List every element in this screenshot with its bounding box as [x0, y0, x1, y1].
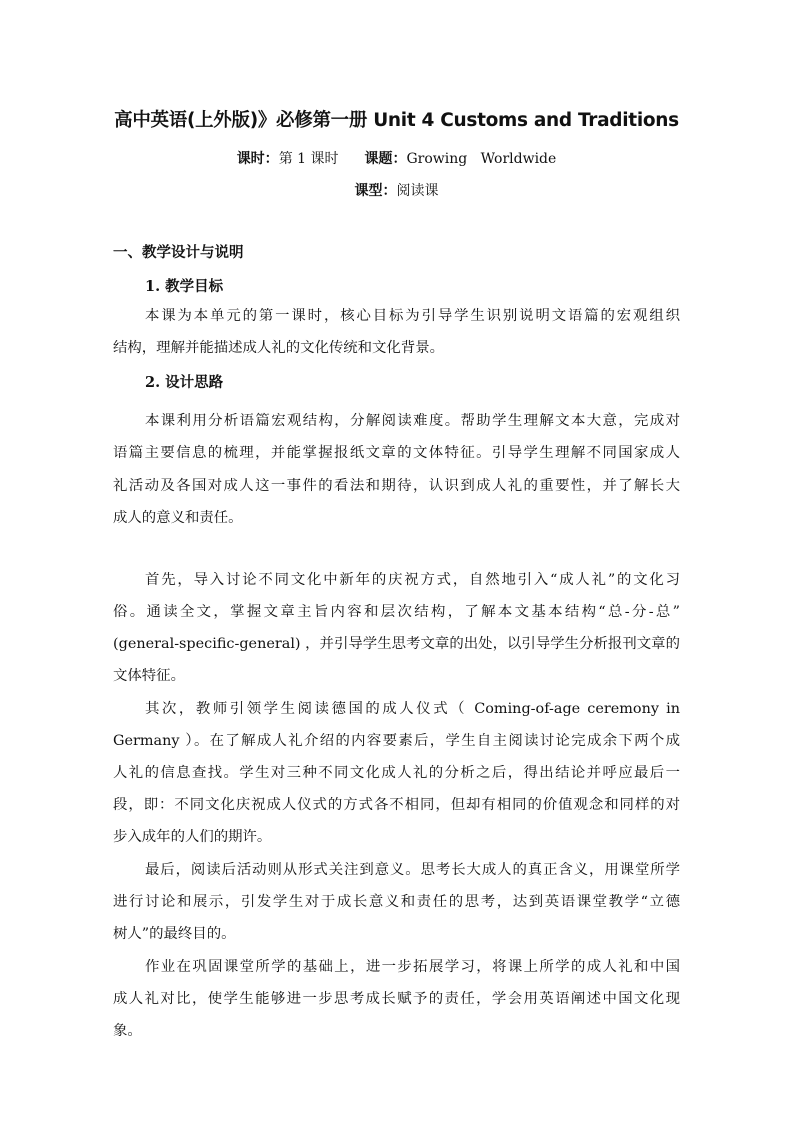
paragraph-line: (general-specific-general) ，并引导学生思考文章的出处，以引导学生分析报刊文章的 — [113, 636, 680, 652]
paragraph-line: 成人礼对比，使学生能够进一步思考成长赋予的责任，学会用英语阐述中国文化现 — [113, 991, 680, 1007]
paragraph-line: 进行讨论和展示，引发学生对于成长意义和责任的思考，达到英语课堂教学“立德 — [113, 894, 680, 910]
lesson-time-value: 第 1 课时 — [278, 151, 339, 167]
section-heading: 一、教学设计与说明 — [113, 244, 244, 261]
lesson-type-label: 课型： — [354, 183, 397, 199]
topic-label: 课题： — [364, 151, 407, 167]
paragraph-line: 其次，教师引领学生阅读德国的成人仪式（ Coming-of-age ceremony in — [145, 701, 680, 717]
lesson-type-line — [0, 180, 793, 200]
paragraph-line: 作业在巩固课堂所学的基础上，进一步拓展学习，将课上所学的成人礼和中国 — [145, 959, 680, 975]
paragraph-line: Germany ）。在了解成人礼介绍的内容要素后，学生自主阅读讨论完成余下两个成 — [113, 733, 680, 749]
paragraph-line: 段，即：不同文化庆祝成人仪式的方式各不相同，但却有相同的价值观念和同样的对 — [113, 797, 680, 813]
paragraph-line: 文体特征。 — [113, 668, 185, 684]
paragraph-line: 本课利用分析语篇宏观结构，分解阅读难度。帮助学生理解文本大意，完成对 — [145, 413, 680, 429]
paragraph-line: 成人的意义和责任。 — [113, 510, 243, 526]
lesson-type-value: 阅读课 — [396, 183, 439, 199]
paragraph-line: 最后，阅读后活动则从形式关注到意义。思考长大成人的真正含义，用课堂所学 — [145, 862, 680, 878]
document-title: 高中英语(上外版)》必修第一册 Unit 4 Customs and Traditions — [114, 110, 679, 131]
paragraph-line: 步入成年的人们的期许。 — [113, 829, 272, 845]
lesson-meta-line — [0, 148, 793, 168]
topic-value: Growing Worldwide — [406, 151, 557, 167]
goals-line: 本课为本单元的第一课时，核心目标为引导学生识别说明文语篇的宏观组织 — [145, 308, 680, 324]
subsection-heading-goals: 1. 教学目标 — [145, 278, 224, 295]
paragraph-line: 人礼的信息查找。学生对三种不同文化成人礼的分析之后，得出结论并呼应最后一 — [113, 765, 680, 781]
subsection-heading-design: 2. 设计思路 — [145, 374, 224, 391]
paragraph-line: 树人”的最终目的。 — [113, 926, 236, 942]
lesson-time-label: 课时： — [236, 151, 279, 167]
paragraph-line: 礼活动及各国对成人这一事件的看法和期待，认识到成人礼的重要性，并了解长大 — [113, 478, 680, 494]
paragraph-line: 首先，导入讨论不同文化中新年的庆祝方式，自然地引入“成人礼”的文化习 — [145, 572, 680, 588]
paragraph-line: 语篇主要信息的梳理，并能掌握报纸文章的文体特征。引导学生理解不同国家成人 — [113, 445, 680, 461]
goals-line: 结构，理解并能描述成人礼的文化传统和文化背景。 — [113, 340, 444, 356]
paragraph-line: 象。 — [113, 1023, 142, 1039]
paragraph-line: 俗。通读全文，掌握文章主旨内容和层次结构，了解本文基本结构“总-分-总” — [113, 604, 680, 620]
